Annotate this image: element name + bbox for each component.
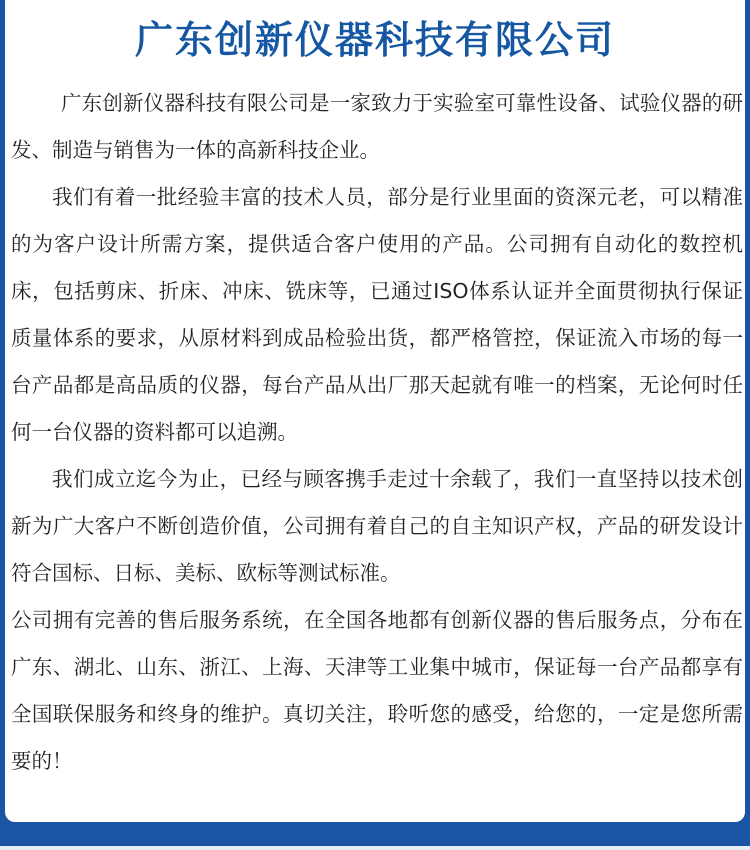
intro-paragraph-1: 广东创新仪器科技有限公司是一家致力于实验室可靠性设备、试验仪器的研发、制造与销售为一体的高新科技企业。 — [11, 91, 743, 162]
content-panel — [5, 0, 745, 822]
footer-strip — [0, 846, 750, 850]
intro-paragraph-3: 我们成立迄今为止，已经与顾客携手走过十余载了，我们一直坚持以技术创新为广大客户不断创造价值，公司拥有着自己的自主知识产权，产品的研发设计符合国标、日标、美标、欧标等测试标准。 — [11, 467, 743, 585]
company-intro — [11, 80, 743, 785]
intro-paragraph-4: 公司拥有完善的售后服务系统，在全国各地都有创新仪器的售后服务点，分布在广东、湖北、山东、浙江、上海、天津等工业集中城市，保证每一台产品都享有全国联保服务和终身的维护。真切关注，聆听您的感受，给您的，一定是您所需要的！ — [11, 608, 743, 773]
company-title: 广东创新仪器科技有限公司 — [134, 18, 615, 62]
intro-paragraph-2: 我们有着一批经验丰富的技术人员，部分是行业里面的资深元老，可以精准的为客户设计所需方案，提供适合客户使用的产品。公司拥有自动化的数控机床，包括剪床、折床、冲床、铣床等，已通过ISO体系认证并全面贯彻执行保证质量体系的要求，从原材料到成品检验出货，都严格管控，保证流入市场的每一台产品都是高品质的仪器，每台产品从出厂那天起就有唯一的档案，无论何时任何一台仪器的资料都可以追溯。 — [11, 185, 743, 444]
